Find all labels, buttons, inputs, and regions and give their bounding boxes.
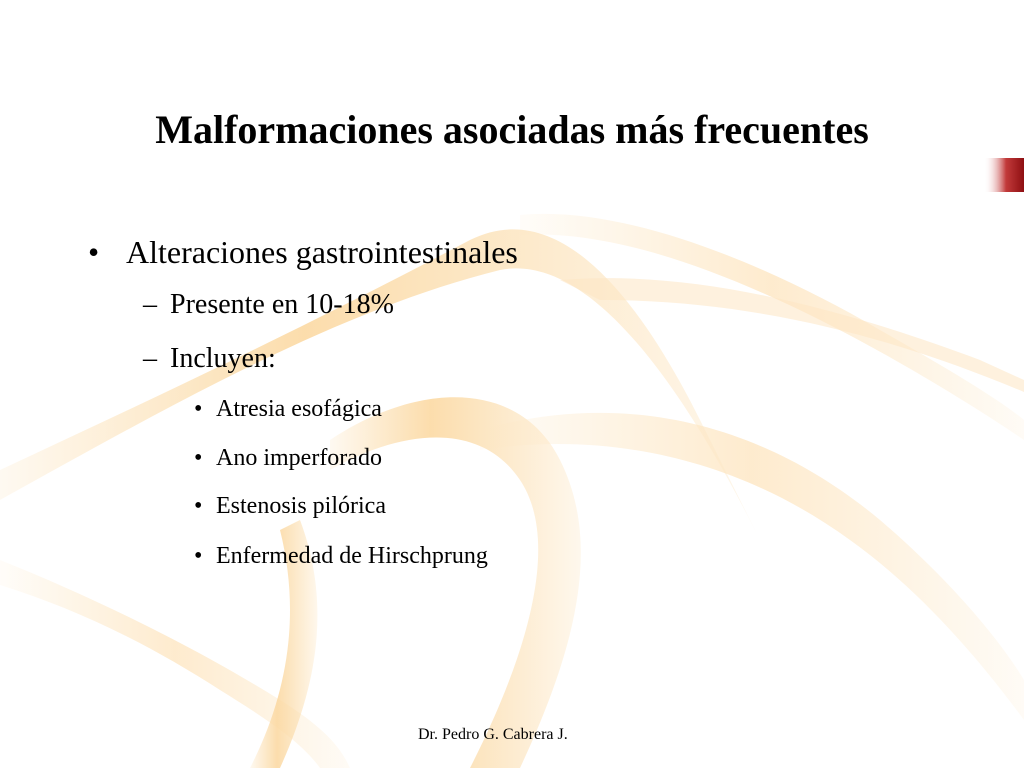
list-item-atresia: Atresia esofágica bbox=[216, 396, 382, 422]
sub-bullet-incluyen: Incluyen: bbox=[170, 343, 276, 374]
bullet-item-alteraciones: Alteraciones gastrointestinales bbox=[126, 234, 518, 270]
sub-bullet-presente: Presente en 10-18% bbox=[170, 289, 394, 320]
slide-title: Malformaciones asociadas más frecuentes bbox=[155, 107, 869, 152]
sub-bullet-marker: – bbox=[143, 343, 157, 374]
sub-bullet-marker: – bbox=[143, 289, 157, 320]
list-item-ano: Ano imperforado bbox=[216, 445, 382, 471]
sub-sub-bullet-marker: • bbox=[194, 493, 203, 519]
slide-footer-author: Dr. Pedro G. Cabrera J. bbox=[418, 726, 568, 743]
sub-sub-bullet-marker: • bbox=[194, 543, 203, 569]
sub-sub-bullet-marker: • bbox=[194, 445, 203, 471]
list-item-estenosis: Estenosis pilórica bbox=[216, 493, 386, 519]
sub-sub-bullet-marker: • bbox=[194, 396, 203, 422]
list-item-hirschprung: Enfermedad de Hirschprung bbox=[216, 543, 488, 569]
bullet-marker: • bbox=[88, 234, 100, 270]
